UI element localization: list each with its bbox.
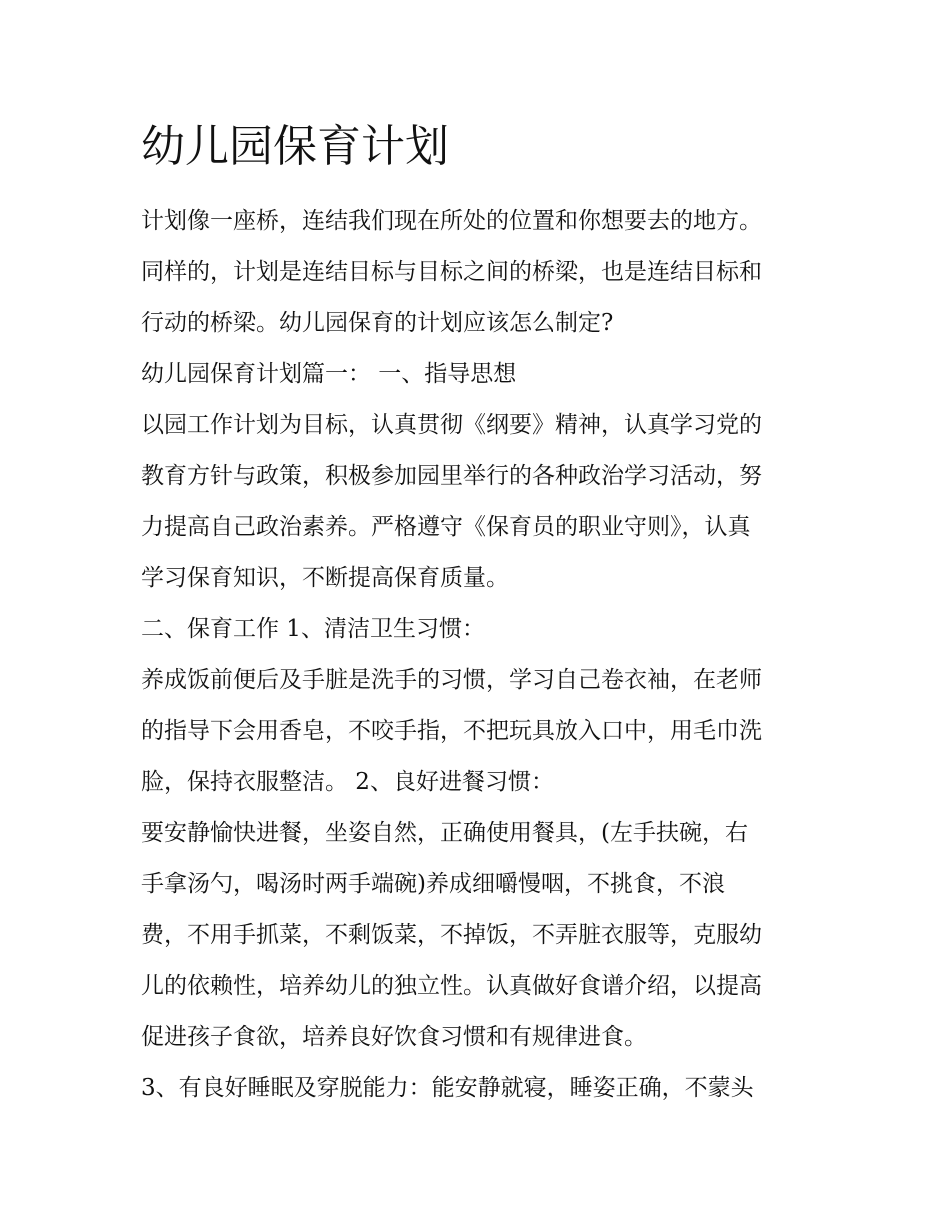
text-line: 养成饭前便后及手脏是洗手的习惯，学习自己卷衣袖，在老师 — [141, 667, 762, 693]
text-line: 以园工作计划为目标，认真贯彻《纲要》精神，认真学习党的 — [141, 412, 762, 438]
text-line: 促进孩子食欲，培养良好饮食习惯和有规律进食。 — [141, 1024, 647, 1050]
text-line: 计划像一座桥，连结我们现在所处的位置和你想要去的地方。 — [141, 208, 762, 234]
text-line: 要安静愉快进餐，坐姿自然，正确使用餐具，(左手扶碗，右 — [141, 820, 748, 846]
section-heading-line: 幼儿园保育计划篇一： 一、指导思想 — [141, 361, 517, 387]
text-line: 同样的，计划是连结目标与目标之间的桥梁，也是连结目标和 — [141, 259, 762, 285]
document-content — [141, 116, 831, 1122]
text-line: 学习保育知识，不断提高保育质量。 — [141, 565, 509, 591]
text-line: 3、有良好睡眠及穿脱能力：能安静就寝，睡姿正确，不蒙头 — [141, 1075, 754, 1101]
text-line: 力提高自己政治素养。严格遵守《保育员的职业守则》，认真 — [141, 514, 751, 540]
document-body — [141, 204, 831, 1105]
text-line: 行动的桥梁。幼儿园保育的计划应该怎么制定? — [141, 310, 614, 336]
document-title: 幼儿园保育计划 — [141, 121, 449, 172]
text-line: 儿的依赖性，培养幼儿的独立性。认真做好食谱介绍，以提高 — [141, 973, 762, 999]
text-line: 费，不用手抓菜，不剩饭菜，不掉饭，不弄脏衣服等，克服幼 — [141, 922, 762, 948]
text-line: 脸，保持衣服整洁。 2、良好进餐习惯： — [141, 769, 554, 795]
text-line: 的指导下会用香皂，不咬手指，不把玩具放入口中，用毛巾洗 — [141, 718, 762, 744]
text-line: 教育方针与政策，积极参加园里举行的各种政治学习活动，努 — [141, 463, 762, 489]
text-line: 手拿汤勺，喝汤时两手端碗)养成细嚼慢咽，不挑食，不浪 — [141, 871, 725, 897]
section-heading-line: 二、保育工作 1、清洁卫生习惯： — [141, 616, 485, 642]
